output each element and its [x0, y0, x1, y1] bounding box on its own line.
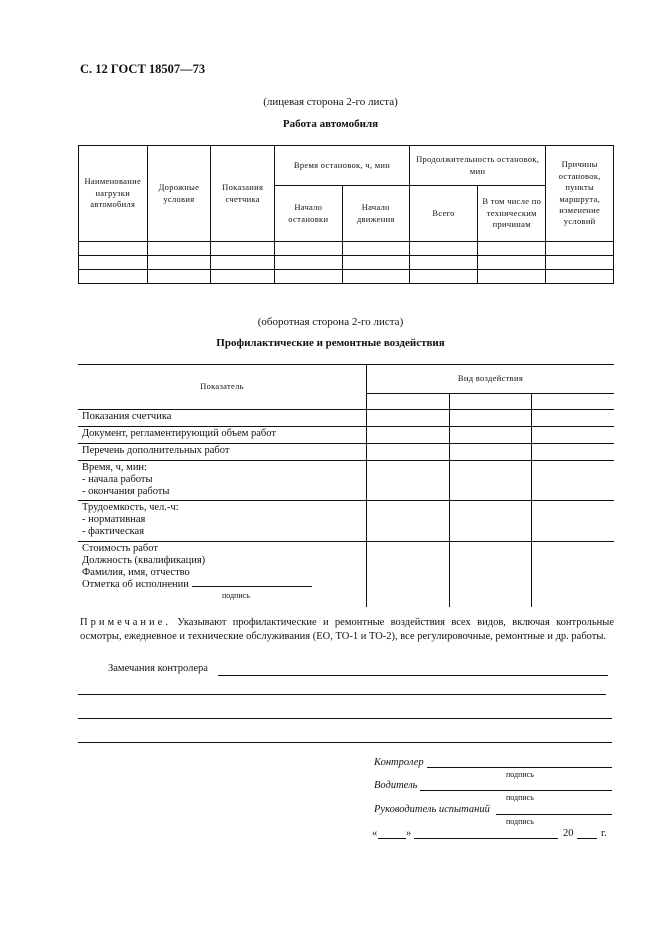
row-cost: Стоимость работ Должность (квалификация) Фамилия, имя, отчество Отметка об исполнении подпись	[78, 542, 366, 607]
table-row	[79, 270, 614, 284]
col-counter: Показания счетчика	[211, 146, 275, 242]
col-reasons: Причины остановок, пункты маршрута, изменение условий	[546, 146, 614, 242]
row-extra-works: Перечень дополнительных работ	[78, 444, 366, 461]
col-duration: Продолжительность остановок, мин	[409, 146, 545, 186]
table-row	[79, 256, 614, 270]
col-load: Наименование нагрузки автомобиля	[79, 146, 148, 242]
controller-label: Контролер	[374, 757, 424, 768]
row-labor: Трудоемкость, чел.-ч: - нормативная - фактическая	[78, 501, 366, 542]
year-suffix: г.	[601, 828, 607, 839]
section2-subtitle: (оборотная сторона 2-го листа)	[257, 316, 404, 328]
head-indicator: Показатель	[78, 365, 366, 410]
section1-title: Работа автомобиля	[282, 118, 379, 130]
head-type: Вид воздействия	[366, 365, 614, 394]
remarks-line	[78, 694, 606, 695]
driver-line	[420, 790, 612, 791]
head-line	[496, 814, 612, 815]
section2-title: Профилактические и ремонтные воздействия	[216, 337, 445, 349]
section1-subtitle: (лицевая сторона 2-го листа)	[263, 96, 398, 108]
col-road: Дорожные условия	[147, 146, 211, 242]
maintenance-table	[78, 364, 614, 607]
remarks-line	[78, 718, 612, 719]
date-day-line	[378, 838, 406, 839]
col-technical: В том числе по техническим причинам	[478, 186, 546, 242]
note: Примечание. Указывают профилактические и ремонтные воздействия всех видов, включая контрольные осмотры, ежедневное и технические обслуживания (ЕО, ТО-1 и ТО-2), все регулировочные, ремонтные и др. работы.	[80, 617, 614, 642]
col-move-start: Начало движения	[342, 186, 409, 242]
remarks-label: Замечания контролера	[108, 663, 208, 674]
head-sign: подпись	[506, 817, 534, 826]
row-counter: Показания счетчика	[78, 410, 366, 427]
date-open-quote: «	[372, 828, 378, 839]
col-stop-start: Начало остановки	[275, 186, 342, 242]
col-stops-time: Время остановок, ч, мин	[275, 146, 410, 186]
date-month-line	[414, 838, 558, 839]
table-row	[79, 242, 614, 256]
remarks-line	[218, 675, 608, 676]
head-label: Руководитель испытаний	[374, 804, 490, 815]
year-prefix: 20	[563, 828, 574, 839]
page-header: С. 12 ГОСТ 18507—73	[80, 62, 206, 76]
vehicle-work-table	[78, 145, 614, 284]
date-close-quote: »	[406, 828, 412, 839]
year-line	[577, 838, 597, 839]
controller-sign: подпись	[506, 770, 534, 779]
remarks-line	[78, 742, 612, 743]
row-document: Документ, регламентирующий объем работ	[78, 427, 366, 444]
col-total: Всего	[409, 186, 477, 242]
driver-label: Водитель	[374, 780, 418, 791]
row-time: Время, ч, мин: - начала работы - окончания работы	[78, 461, 366, 501]
driver-sign: подпись	[506, 793, 534, 802]
controller-line	[427, 767, 612, 768]
